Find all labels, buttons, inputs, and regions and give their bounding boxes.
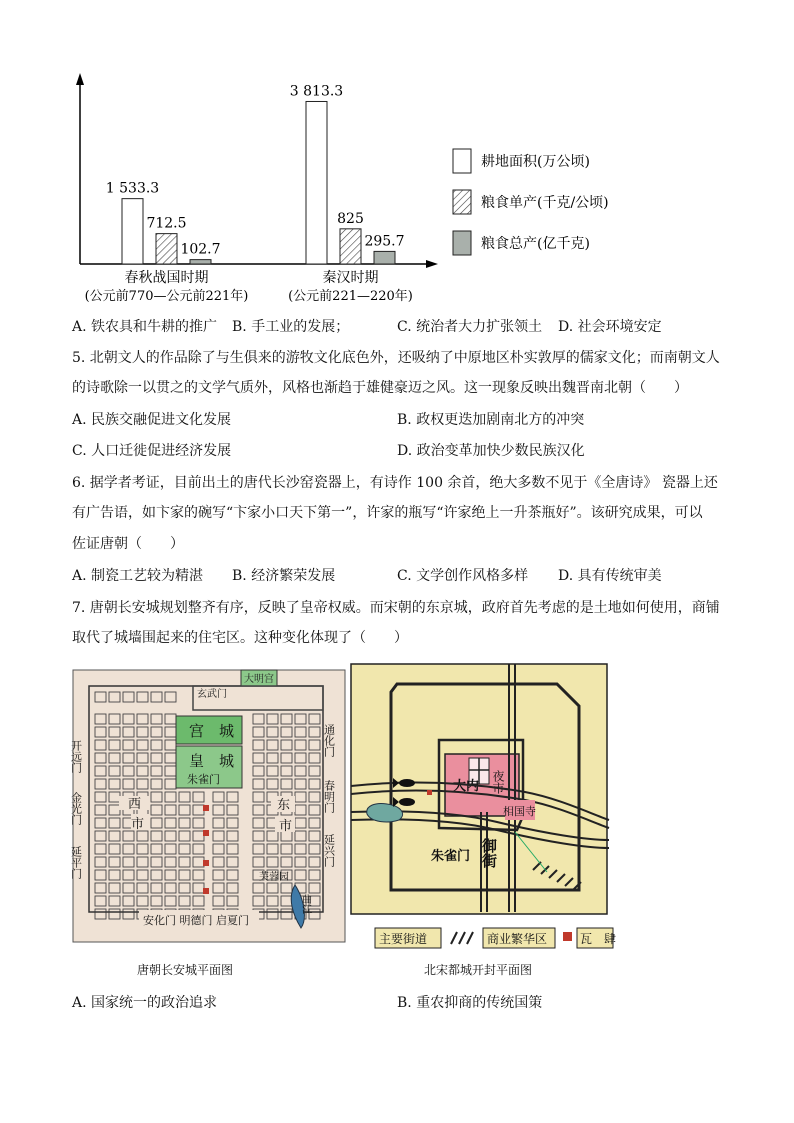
changan-map — [69, 670, 345, 942]
category-label-1: 秦汉时期 — [322, 270, 379, 286]
q6-option-c[interactable]: C. 文学创作风格多样 — [397, 568, 529, 584]
q6-option-a[interactable]: A. 制瓷工艺较为精湛 — [72, 568, 204, 584]
q4-option-b[interactable]: B. 手工业的发展； — [232, 319, 350, 335]
legend-label-0: 耕地面积(万公顷) — [481, 154, 590, 170]
q5-option-c[interactable]: C. 人口迁徙促进经济发展 — [72, 443, 232, 459]
tonghuamen-label: 通化门 — [322, 724, 336, 757]
bar-s2-c1 — [374, 251, 395, 264]
yanpingmen-label: 延平门 — [69, 846, 83, 879]
q5-option-d[interactable]: D. 政治变革加快少数民族汉化 — [397, 443, 585, 459]
xiangguosi-label: 相国寺 — [503, 805, 536, 818]
q6-stem-line3: 佐证唐朝（ ） — [72, 536, 184, 552]
east-market-shi: 市 — [279, 819, 293, 834]
q5-stem-line2: 的诗歌除一以贯之的文学气质外，风格也渐趋于雄健豪迈之风。这一现象反映出魏晋南北朝（ ） — [72, 380, 688, 396]
danei-label: 大内 — [453, 779, 480, 794]
q7-stem-line1: 7. 唐朝长安城规划整齐有序，反映了皇帝权威。而宋朝的东京城，政府首先考虑的是土地如何使用，商铺 — [72, 600, 720, 616]
q6-option-d[interactable]: D. 具有传统审美 — [558, 568, 662, 584]
xuanwumen-label: 玄武门 — [197, 689, 227, 700]
q4-option-d[interactable]: D. 社会环境安定 — [558, 319, 662, 335]
category-period-0: (公元前770—公元前221年) — [84, 289, 249, 304]
category-period-1: (公元前221—220年) — [288, 289, 413, 304]
bar-s1-c1 — [340, 229, 361, 264]
x-axis-arrow — [426, 260, 438, 268]
legend-swatch-2 — [453, 231, 471, 255]
legend-wa-label: 瓦 肆 — [580, 932, 617, 946]
q6-option-b[interactable]: B. 经济繁荣发展 — [232, 568, 336, 584]
yeshi-label: 夜市 — [491, 770, 505, 794]
bar-s0-c0 — [122, 199, 143, 264]
legend-street-label: 主要街道 — [379, 932, 428, 946]
q5-option-b[interactable]: B. 政权更迭加剧南北方的冲突 — [397, 412, 585, 428]
kaiyuanmen-vertical: 开远门 — [69, 740, 83, 773]
yanxingmen-label: 延兴门 — [322, 834, 336, 867]
q6-stem-line1: 6. 据学者考证，目前出土的唐代长沙窑瓷器上，有诗作 100 余首，绝大多数不见于《全唐诗》 瓷器上还 — [72, 475, 718, 491]
zhuquemen-label: 朱雀门 — [431, 849, 471, 864]
legend-market-label: 商业繁华区 — [487, 932, 548, 946]
gongcheng-label: 宫 城 — [189, 722, 235, 740]
bar-label-s2-c0: 102.7 — [180, 241, 221, 258]
q7-option-a[interactable]: A. 国家统一的政治追求 — [72, 995, 218, 1011]
qujiang-label: 曲江 — [299, 894, 311, 914]
huangcheng-label: 皇 城 — [189, 752, 235, 770]
legend-swatch-1 — [453, 190, 471, 214]
q6-stem-line2: 有广告语，如卞家的碗写“卞家小口天下第一”，许家的瓶写“许家绝上一升茶瓶好”。该研究成果，可以 — [72, 505, 703, 521]
q5-option-a[interactable]: A. 民族交融促进文化发展 — [72, 412, 232, 428]
y-axis-arrow — [76, 73, 84, 85]
legend-swatch-0 — [453, 149, 471, 173]
category-label-0: 春秋战国时期 — [124, 270, 209, 286]
bar-s1-c0 — [156, 234, 177, 264]
bar-label-s1-c0: 712.5 — [146, 215, 187, 232]
yujie-label: 御街 — [480, 838, 498, 868]
q4-option-c[interactable]: C. 统治者大力扩张领土 — [397, 319, 543, 335]
bar-s2-c0 — [190, 260, 211, 264]
q5-stem-line1: 5. 北朝文人的作品除了与生俱来的游牧文化底色外，还吸纳了中原地区朴实敦厚的儒家文化；而南朝文人 — [72, 350, 720, 366]
q4-option-a[interactable]: A. 铁农具和牛耕的推广 — [72, 319, 218, 335]
west-market-xi: 西 — [128, 797, 142, 812]
bar-label-s2-c1: 295.7 — [364, 233, 405, 250]
legend-label-1: 粮食单产(千克/公顷) — [481, 195, 609, 211]
changan-caption: 唐朝长安城平面图 — [137, 963, 234, 977]
west-market-shi: 市 — [131, 817, 145, 832]
kaifeng-caption: 北宋都城开封平面图 — [424, 963, 533, 977]
bar-label-s1-c1: 825 — [337, 210, 364, 227]
furongyuan-label: 芙蓉园 — [259, 872, 289, 883]
bar-label-s0-c1: 3 813.3 — [289, 83, 344, 100]
jinguangmen-label: 金光门 — [69, 792, 83, 825]
kaifeng-map — [347, 662, 617, 949]
bar-s0-c1 — [306, 101, 327, 264]
q7-option-b[interactable]: B. 重农抑商的传统国策 — [397, 995, 543, 1011]
daminggong-label: 大明宫 — [244, 674, 274, 685]
bottom-gates-label: 安化门 明德门 启夏门 — [143, 914, 249, 927]
q7-stem-line2: 取代了城墙围起来的住宅区。这种变化体现了（ ） — [72, 630, 408, 646]
zhuquemen-label: 朱雀门 — [187, 773, 220, 786]
east-market-dong: 东 — [277, 798, 291, 813]
bar-label-s0-c0: 1 533.3 — [105, 180, 160, 197]
bar-chart — [60, 55, 609, 310]
legend-label-2: 粮食总产(亿千克) — [481, 236, 590, 252]
chunmingmen-label: 春明门 — [322, 780, 336, 813]
